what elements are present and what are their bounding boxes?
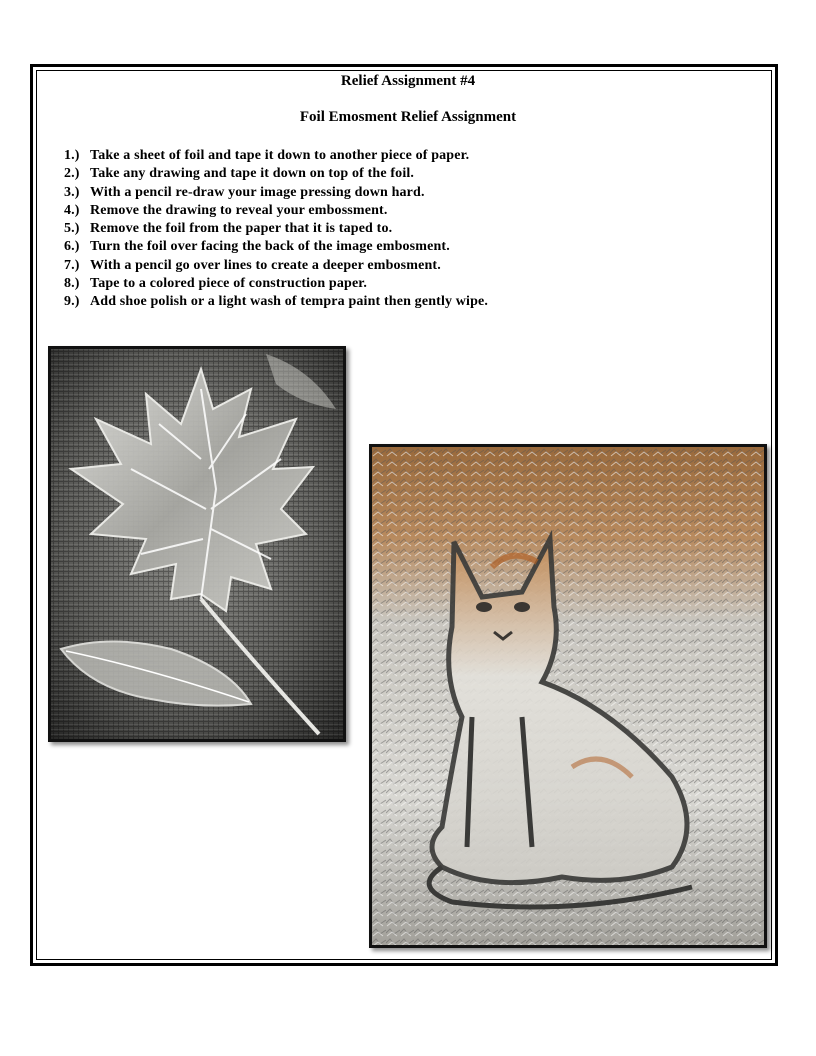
step-number: 3.) <box>64 184 80 200</box>
instruction-step <box>64 147 488 165</box>
step-number: 5.) <box>64 221 80 237</box>
instruction-step <box>64 165 488 183</box>
instruction-step <box>64 184 488 202</box>
step-number: 8.) <box>64 276 80 292</box>
page-title: Relief Assignment #4 <box>340 73 476 89</box>
step-text: Turn the foil over facing the back of the image embosment. <box>90 239 450 255</box>
step-text: Take a sheet of foil and tape it down to another piece of paper. <box>90 148 470 163</box>
step-text: Tape to a colored piece of construction paper. <box>90 276 368 292</box>
step-number: 4.) <box>64 202 80 218</box>
embossed-cat-icon <box>372 447 764 945</box>
embossed-cat-foil-image <box>369 444 767 948</box>
instruction-step <box>64 220 488 238</box>
step-number: 9.) <box>64 294 80 310</box>
instruction-step <box>64 293 488 311</box>
embossed-leaf-foil-image <box>48 346 346 742</box>
step-text: Add shoe polish or a light wash of tempra paint then gently wipe. <box>90 294 489 310</box>
instruction-step <box>64 275 488 293</box>
instruction-step <box>64 238 488 256</box>
instruction-step <box>64 257 488 275</box>
step-text: Remove the drawing to reveal your embossment. <box>90 202 388 218</box>
instruction-list <box>64 147 488 312</box>
step-text: Remove the foil from the paper that it is taped to. <box>90 221 393 237</box>
instruction-step <box>64 202 488 220</box>
page-subtitle: Foil Emosment Relief Assignment <box>299 109 517 125</box>
step-text: With a pencil re-draw your image pressing down hard. <box>90 184 425 200</box>
step-text: Take any drawing and tape it down on top of the foil. <box>90 166 415 182</box>
embossed-leaf-icon <box>51 349 343 739</box>
step-number: 2.) <box>64 166 80 182</box>
step-number: 6.) <box>64 239 80 255</box>
step-number: 7.) <box>64 257 80 273</box>
step-number: 1.) <box>64 148 80 163</box>
step-text: With a pencil go over lines to create a deeper embosment. <box>90 257 441 273</box>
